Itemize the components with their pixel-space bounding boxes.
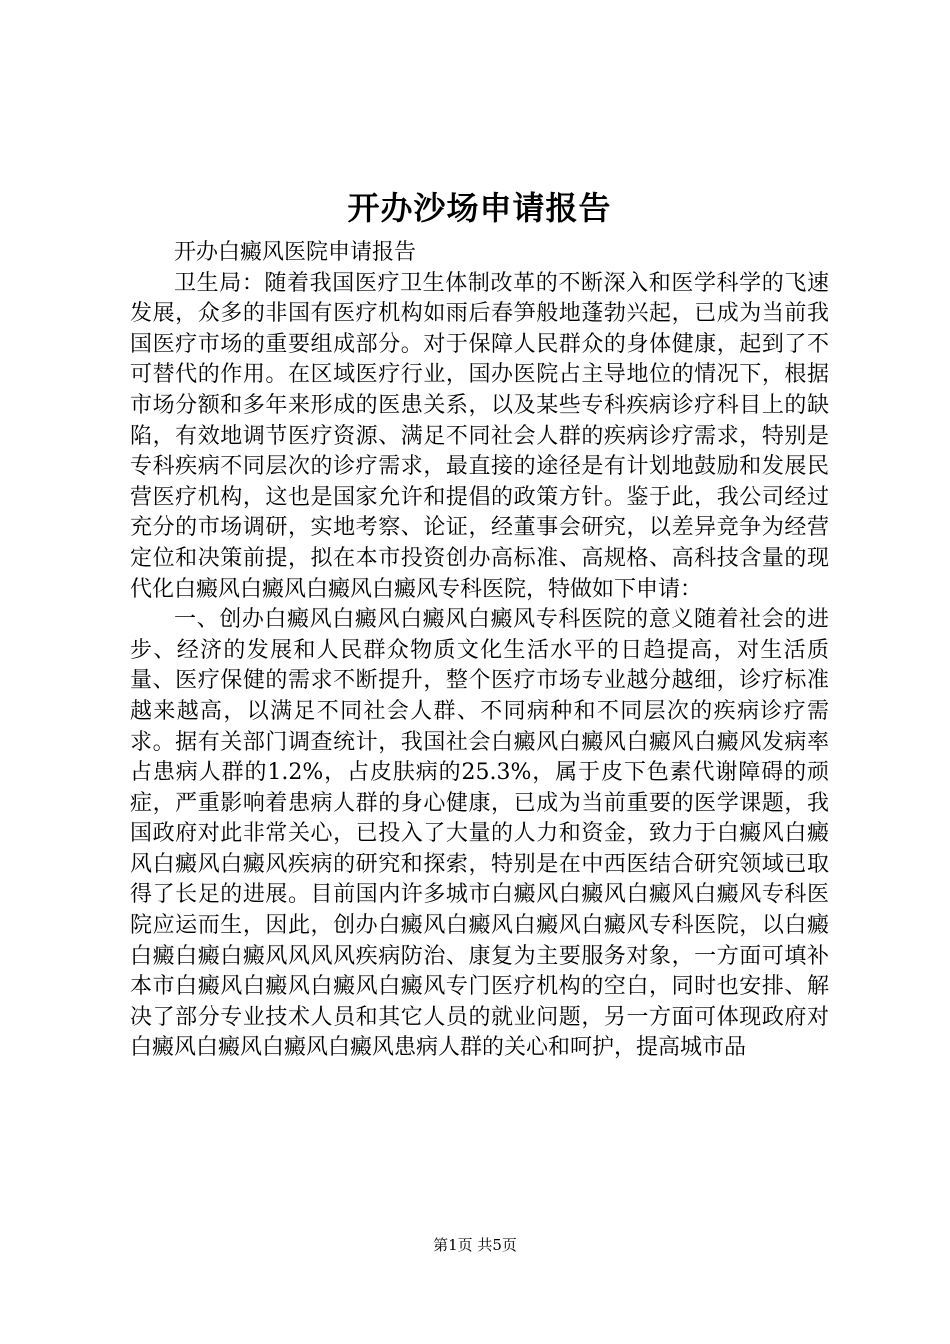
document-title: 开办沙场申请报告 [347,189,612,227]
page-number-footer: 第1页 共5页 [433,1236,517,1254]
document-subtitle: 开办白癜风医院申请报告 [174,240,417,265]
document-body [130,238,829,1064]
body-paragraph: 卫生局：随着我国医疗卫生体制改革的不断深入和医学科学的飞速发展，众多的非国有医疗机构如雨后春笋般地蓬勃兴起，已成为当前我国医疗市场的重要组成部分。对于保障人民群众的身体健康，起到了不可替代的作用。在区域医疗行业，国办医院占主导地位的情况下，根据市场分额和多年来形成的医患关系，以及某些专科疾病诊疗科目上的缺陷，有效地调节医疗资源、满足不同社会人群的疾病诊疗需求，特别是专科疾病不同层次的诊疗需求，最直接的途径是有计划地鼓励和发展民营医疗机构，这也是国家允许和提倡的政策方针。鉴于此，我公司经过充分的市场调研，实地考察、论证，经董事会研究，以差异竞争为经营定位和决策前提，拟在本市投资创办高标准、高规格、高科技含量的现代化白癜风白癜风白癜风白癜风专科医院，特做如下申请： [130,270,829,602]
body-paragraph: 一、创办白癜风白癜风白癜风白癜风专科医院的意义随着社会的进步、经济的发展和人民群众物质文化生活水平的日趋提高，对生活质量、医疗保健的需求不断提升，整个医疗市场专业越分越细，诊疗标准越来越高，以满足不同社会人群、不同病种和不同层次的疾病诊疗需求。据有关部门调查统计，我国社会白癜风白癜风白癜风白癜风发病率占患病人群的1.2%，占皮肤病的25.3%，属于皮下色素代谢障碍的顽症，严重影响着患病人群的身心健康，已成为当前重要的医学课题，我国政府对此非常关心，已投入了大量的人力和资金，致力于白癜风白癜风白癜风白癜风疾病的研究和探索，特别是在中西医结合研究领域已取得了长足的进展。目前国内许多城市白癜风白癜风白癜风白癜风专科医院应运而生，因此，创办白癜风白癜风白癜风白癜风专科医院，以白癜白癜白癜白癜风风风风疾病防治、康复为主要服务对象，一方面可填补本市白癜风白癜风白癜风白癜风专门医疗机构的空白，同时也安排、解决了部分专业技术人员和其它人员的就业问题，另一方面可体现政府对白癜风白癜风白癜风白癜风患病人群的关心和呵护，提高城市品 [130,607,829,1061]
